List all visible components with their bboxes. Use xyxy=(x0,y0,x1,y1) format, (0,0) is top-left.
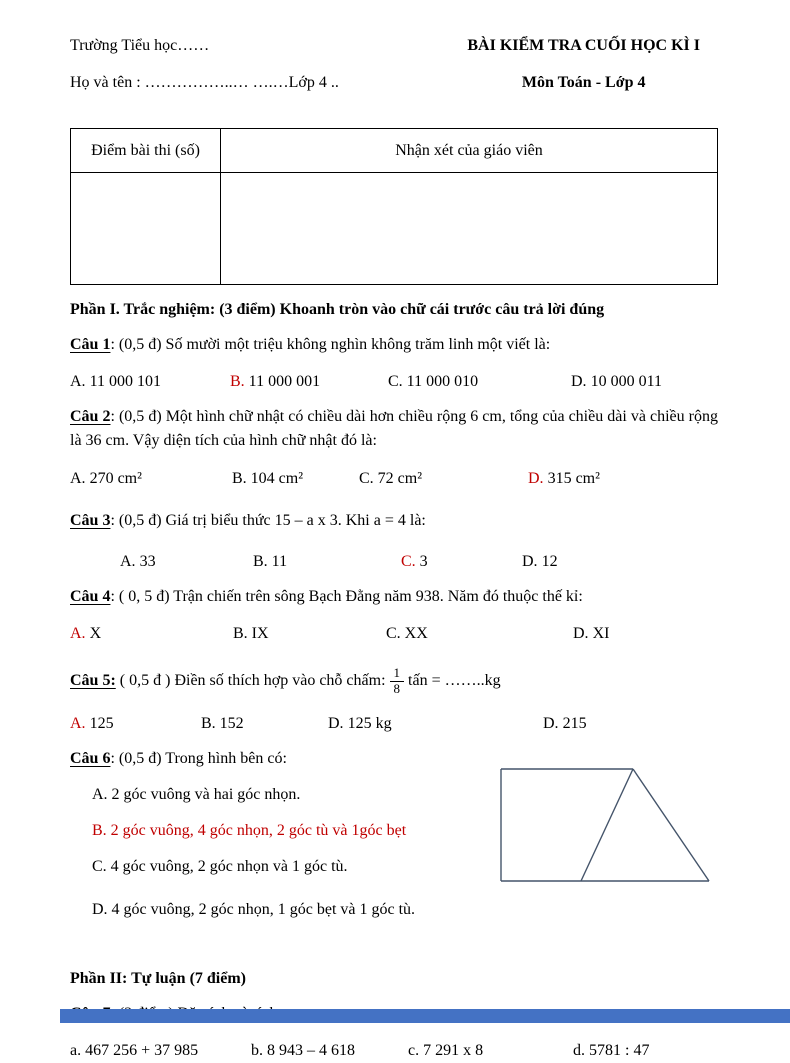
option-c: C. 4 góc vuông, 2 góc nhọn và 1 góc tù. xyxy=(92,857,348,875)
question-2 xyxy=(70,405,718,491)
question-6-label: Câu 6 xyxy=(70,749,111,767)
question-3-label: Câu 3 xyxy=(70,512,111,529)
option-d: D. 4 góc vuông, 2 góc nhọn, 1 góc bẹt và 1 góc tù. xyxy=(92,900,416,918)
student-name-line: Họ và tên : ……………..… ….…Lớp 4 .. xyxy=(70,74,339,91)
option-c: C. 11 000 010 xyxy=(388,373,479,390)
part-c: c. 7 291 x 8 xyxy=(408,1041,484,1059)
header-right xyxy=(467,34,718,108)
question-1-text: Câu 1: (0,5 đ) Số mười một triệu không nghìn không trăm linh một viết là: xyxy=(70,336,551,353)
option-b-answer: B. 11 000 001 xyxy=(230,373,321,390)
question-3-text: Câu 3: (0,5 đ) Giá trị biểu thức 15 – a x 3. Khi a = 4 là: xyxy=(70,512,426,529)
question-2-text: Câu 2: (0,5 đ) Một hình chữ nhật có chiều dài hơn chiều rộng 6 cm, tổng của chiều dài và chiều rộng là 36 cm. Vậy diện tích của hình chữ nhật đó là: xyxy=(70,408,719,449)
comment-header-cell: Nhận xét của giáo viên xyxy=(221,129,718,173)
option-b: B. IX xyxy=(233,625,269,642)
option-b: B. 152 xyxy=(201,714,244,732)
header-left xyxy=(70,34,339,108)
question-3 xyxy=(70,509,718,574)
footer-bar xyxy=(60,1009,790,1023)
document-header xyxy=(70,34,718,108)
question-5-text: Câu 5: ( 0,5 đ ) Điền số thích hợp vào chỗ chấm: $\frac{1}{8}$ tấn = ……..kg xyxy=(70,665,501,696)
option-b-answer: B. 2 góc vuông, 4 góc nhọn, 2 góc tù và 1góc bẹt xyxy=(92,821,407,839)
option-a: A. 11 000 101 xyxy=(70,373,161,390)
question-3-options xyxy=(70,550,718,574)
question-4-options xyxy=(70,622,718,646)
option-c: D. 125 kg xyxy=(328,714,392,732)
option-b: B. 11 xyxy=(253,553,288,570)
question-5 xyxy=(70,666,718,736)
question-6 xyxy=(70,747,718,943)
exam-subject: Môn Toán - Lớp 4 xyxy=(521,74,646,91)
option-a-answer: A. 125 xyxy=(70,714,114,732)
part-b: b. 8 943 – 4 618 xyxy=(251,1041,355,1059)
question-5-label: Câu 5: xyxy=(70,672,116,690)
option-a-answer: A. X xyxy=(70,625,102,642)
part2-heading: Phần II: Tự luận (7 điểm) xyxy=(70,969,247,987)
score-header-cell: Điểm bài thi (số) xyxy=(71,129,221,173)
option-d-answer: D. 315 cm² xyxy=(528,470,600,487)
comment-value-cell xyxy=(221,173,718,285)
score-value-cell xyxy=(71,173,221,285)
option-a: A. 33 xyxy=(120,553,156,570)
option-c: C. 72 cm² xyxy=(359,470,423,487)
part1-heading: Phần I. Trắc nghiệm: (3 điểm) Khoanh tròn vào chữ cái trước câu trả lời đúng xyxy=(70,301,605,318)
option-c: C. XX xyxy=(386,625,428,642)
option-d: D. 12 xyxy=(522,553,558,570)
question-4-text: Câu 4: ( 0, 5 đ) Trận chiến trên sông Bạch Đằng năm 938. Năm đó thuộc thế kỉ: xyxy=(70,588,583,605)
question-2-options xyxy=(70,467,718,491)
question-2-label: Câu 2 xyxy=(70,408,111,425)
geometry-figure xyxy=(493,761,718,889)
school-line: Trường Tiểu học…… xyxy=(70,37,210,54)
score-table xyxy=(70,128,718,285)
option-d: D. XI xyxy=(573,625,610,642)
option-a: A. 2 góc vuông và hai góc nhọn. xyxy=(92,785,301,803)
question-1-label: Câu 1 xyxy=(70,336,111,353)
question-4-label: Câu 4 xyxy=(70,588,111,605)
exam-title: BÀI KIỂM TRA CUỐI HỌC KÌ I xyxy=(467,37,700,54)
question-6-text: Câu 6: (0,5 đ) Trong hình bên có: xyxy=(70,749,287,767)
question-4 xyxy=(70,585,718,646)
question-1-options xyxy=(70,370,718,394)
part-d: d. 5781 : 47 xyxy=(573,1041,650,1059)
fraction-one-eighth: $\frac{1}{8}$ xyxy=(390,666,405,697)
question-6-body xyxy=(70,783,718,943)
part-a: a. 467 256 + 37 985 xyxy=(70,1041,199,1059)
option-d: D. 10 000 011 xyxy=(571,373,662,390)
question-1 xyxy=(70,333,718,394)
option-a: A. 270 cm² xyxy=(70,470,142,487)
option-b: B. 104 cm² xyxy=(232,470,304,487)
option-c-answer: C. 3 xyxy=(401,553,428,570)
option-d: D. 215 xyxy=(543,714,587,732)
question-7-parts xyxy=(70,1039,718,1063)
question-5-options xyxy=(70,712,718,736)
